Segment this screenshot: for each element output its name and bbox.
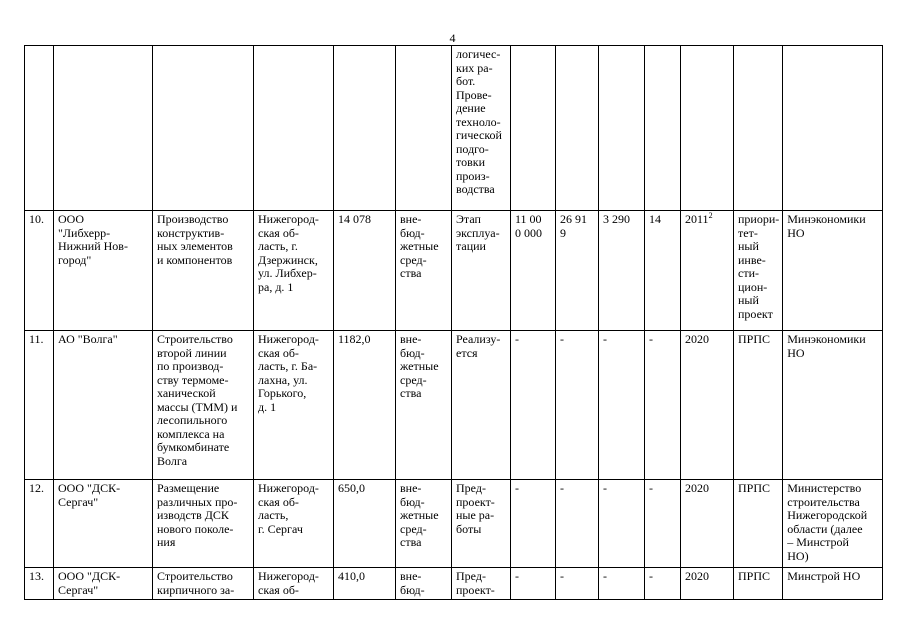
row-number xyxy=(25,480,54,568)
cost-cell-text: 1182,0 xyxy=(338,332,371,346)
cost-cell xyxy=(334,480,396,568)
address-cell xyxy=(254,46,334,211)
value-cell-2 xyxy=(556,568,599,600)
row-number xyxy=(25,331,54,480)
value-cell-4-text: 14 xyxy=(649,212,661,226)
value-cell-3-text: - xyxy=(603,332,607,346)
status-cell xyxy=(734,211,783,331)
status-cell xyxy=(734,480,783,568)
organization-cell-text: ООО "ДСК- Сергач" xyxy=(58,481,121,509)
year-cell xyxy=(681,568,734,600)
authority-cell-text: Минэкономики НО xyxy=(787,332,866,360)
stage-cell-text: Реализу- ется xyxy=(456,332,501,360)
value-cell-1-text: 11 00 0 000 xyxy=(515,212,542,240)
authority-cell xyxy=(783,480,883,568)
value-cell-1 xyxy=(511,211,556,331)
address-cell-text: Нижегород- ская об- ласть, г. Дзержинск, ул. Либхер- ра, д. 1 xyxy=(258,212,319,294)
funding-source-cell xyxy=(396,331,452,480)
row-number xyxy=(25,211,54,331)
organization-cell xyxy=(54,568,153,600)
project-cell-text: Размещение различных про- изводств ДСК нового поколе- ния xyxy=(157,481,238,549)
year-cell-text: 2020 xyxy=(685,569,709,583)
value-cell-3 xyxy=(599,211,645,331)
funding-source-cell xyxy=(396,211,452,331)
address-cell xyxy=(254,568,334,600)
status-cell-text: приори- тет- ный инве- сти- цион- ный проект xyxy=(738,212,780,321)
address-cell xyxy=(254,480,334,568)
project-cell xyxy=(153,331,254,480)
stage-cell xyxy=(452,211,511,331)
authority-cell xyxy=(783,46,883,211)
value-cell-2-text: - xyxy=(560,332,564,346)
project-cell xyxy=(153,568,254,600)
project-cell xyxy=(153,46,254,211)
table-body xyxy=(25,46,883,600)
value-cell-1-text: - xyxy=(515,569,519,583)
value-cell-2-text: - xyxy=(560,569,564,583)
value-cell-4 xyxy=(645,46,681,211)
value-cell-2-text: 26 91 9 xyxy=(560,212,587,240)
value-cell-4-text: - xyxy=(649,481,653,495)
cost-cell xyxy=(334,46,396,211)
value-cell-3 xyxy=(599,480,645,568)
value-cell-2 xyxy=(556,211,599,331)
cost-cell xyxy=(334,211,396,331)
stage-cell-text: Пред- проект- xyxy=(456,569,495,597)
stage-cell-text: Пред- проект- ные ра- боты xyxy=(456,481,495,536)
investment-projects-table xyxy=(24,45,883,600)
row-number-text: 11. xyxy=(29,332,44,346)
value-cell-1 xyxy=(511,331,556,480)
cost-cell xyxy=(334,331,396,480)
row-number-text: 13. xyxy=(29,569,44,583)
stage-cell xyxy=(452,480,511,568)
address-cell xyxy=(254,331,334,480)
footnote-marker: 2 xyxy=(708,211,713,220)
organization-cell-text: АО "Волга" xyxy=(58,332,118,346)
stage-cell xyxy=(452,331,511,480)
status-cell-text: ПРПС xyxy=(738,332,771,346)
value-cell-3 xyxy=(599,46,645,211)
year-cell xyxy=(681,480,734,568)
stage-cell xyxy=(452,568,511,600)
address-cell-text: Нижегород- ская об- ласть, г. Сергач xyxy=(258,481,319,536)
authority-cell-text: Минэкономики НО xyxy=(787,212,866,240)
organization-cell xyxy=(54,46,153,211)
row-number-text: 10. xyxy=(29,212,44,226)
cost-cell-text: 650,0 xyxy=(338,481,365,495)
address-cell xyxy=(254,211,334,331)
table-row xyxy=(25,211,883,331)
value-cell-2-text: - xyxy=(560,481,564,495)
page-number: 4 xyxy=(449,31,456,45)
authority-cell xyxy=(783,331,883,480)
address-cell-text: Нижегород- ская об- xyxy=(258,569,319,597)
value-cell-3 xyxy=(599,568,645,600)
organization-cell-text: ООО "ДСК- Сергач" xyxy=(58,569,121,597)
year-cell-text: 2020 xyxy=(685,332,709,346)
funding-source-cell-text: вне- бюд- xyxy=(400,569,425,597)
funding-source-cell xyxy=(396,480,452,568)
value-cell-3-text: - xyxy=(603,569,607,583)
funding-source-cell xyxy=(396,568,452,600)
table-row xyxy=(25,331,883,480)
project-cell-text: Производство конструктив- ных элементов и компонентов xyxy=(157,212,233,267)
authority-cell-text: Министерство строительства Нижегородской области (далее – Минстрой НО) xyxy=(787,481,868,563)
status-cell xyxy=(734,568,783,600)
value-cell-4-text: - xyxy=(649,569,653,583)
cost-cell-text: 410,0 xyxy=(338,569,365,583)
organization-cell xyxy=(54,211,153,331)
status-cell-text: ПРПС xyxy=(738,569,771,583)
status-cell xyxy=(734,331,783,480)
project-cell xyxy=(153,480,254,568)
authority-cell xyxy=(783,568,883,600)
project-cell xyxy=(153,211,254,331)
value-cell-1 xyxy=(511,568,556,600)
value-cell-1 xyxy=(511,480,556,568)
row-number xyxy=(25,46,54,211)
value-cell-2 xyxy=(556,331,599,480)
year-cell-text: 2011 xyxy=(685,212,709,226)
cost-cell-text: 14 078 xyxy=(338,212,371,226)
authority-cell-text: Минстрой НО xyxy=(787,569,861,583)
status-cell-text: ПРПС xyxy=(738,481,771,495)
year-cell-text: 2020 xyxy=(685,481,709,495)
value-cell-1-text: - xyxy=(515,481,519,495)
stage-cell-text: логичес- ких ра- бот. Прове- дение техноло- гической подго- товки произ- водства xyxy=(456,47,502,196)
project-cell-text: Строительство второй линии по производ- ству термоме- ханической массы (ТММ) и лесопильного комплекса на бумкомбинате Волга xyxy=(157,332,238,468)
address-cell-text: Нижегород- ская об- ласть, г. Ба- лахна, ул. Горького, д. 1 xyxy=(258,332,319,414)
value-cell-4 xyxy=(645,480,681,568)
stage-cell-text: Этап эксплуа- тации xyxy=(456,212,500,253)
row-number xyxy=(25,568,54,600)
funding-source-cell-text: вне- бюд- жетные сред- ства xyxy=(400,212,439,280)
value-cell-4 xyxy=(645,211,681,331)
organization-cell xyxy=(54,331,153,480)
value-cell-2 xyxy=(556,46,599,211)
funding-source-cell-text: вне- бюд- жетные сред- ства xyxy=(400,481,439,549)
value-cell-4-text: - xyxy=(649,332,653,346)
organization-cell-text: ООО "Либхерр- Нижний Нов- город" xyxy=(58,212,128,267)
cost-cell xyxy=(334,568,396,600)
stage-cell xyxy=(452,46,511,211)
value-cell-3-text: - xyxy=(603,481,607,495)
value-cell-2 xyxy=(556,480,599,568)
funding-source-cell-text: вне- бюд- жетные сред- ства xyxy=(400,332,439,400)
table-row xyxy=(25,480,883,568)
year-cell xyxy=(681,331,734,480)
row-number-text: 12. xyxy=(29,481,44,495)
value-cell-4 xyxy=(645,331,681,480)
value-cell-1 xyxy=(511,46,556,211)
table-row xyxy=(25,46,883,211)
value-cell-1-text: - xyxy=(515,332,519,346)
value-cell-3-text: 3 290 xyxy=(603,212,630,226)
value-cell-4 xyxy=(645,568,681,600)
authority-cell xyxy=(783,211,883,331)
year-cell xyxy=(681,211,734,331)
value-cell-3 xyxy=(599,331,645,480)
year-cell xyxy=(681,46,734,211)
project-cell-text: Строительство кирпичного за- xyxy=(157,569,235,597)
status-cell xyxy=(734,46,783,211)
organization-cell xyxy=(54,480,153,568)
table-row xyxy=(25,568,883,600)
funding-source-cell xyxy=(396,46,452,211)
